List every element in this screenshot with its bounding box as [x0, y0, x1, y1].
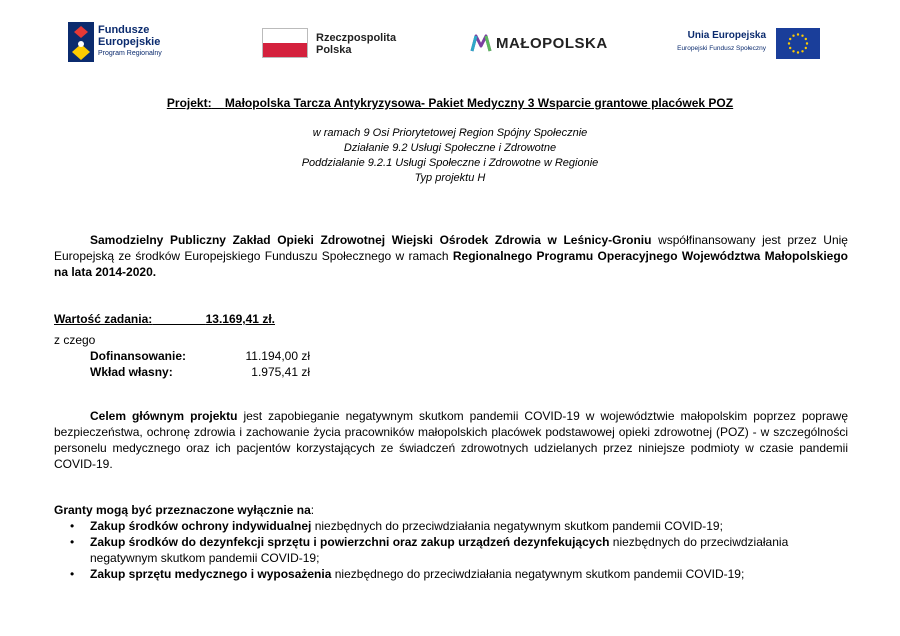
- project-name: Małopolska Tarcza Antykryzysowa- Pakiet Medyczny 3 Wsparcie grantowe placówek POZ: [224, 96, 734, 110]
- malopolska-logo: [470, 20, 620, 68]
- subtitle-line: w ramach 9 Osi Priorytetowej Region Spójny Społecznie: [312, 127, 588, 139]
- intro-mid: współfinansowany jest przez Unię Europejską ze środków Europejskiego Funduszu Społecznego w ramach: [54, 233, 848, 263]
- goal-paragraph: [54, 408, 848, 472]
- rp-line2: Polska: [316, 44, 352, 56]
- polish-flag-icon: [262, 28, 308, 58]
- grants-list: [54, 518, 848, 582]
- intro-paragraph: [54, 232, 848, 280]
- fe-line2: Europejskie: [98, 36, 161, 48]
- malopolska-m-icon: [470, 32, 492, 54]
- funding-label: Dofinansowanie:: [90, 349, 187, 363]
- subtitle-line: Typ projektu H: [414, 172, 486, 184]
- goal-text: jest zapobieganie negatywnym skutkom pandemii COVID-19 w województwie małopolskim poprzez poprawę bezpieczeństwa, ochronę zdrowia i zachowanie życia pracowników małopolskich placówek podstawowej opieki zdrowotnej (POZ) - w szczególności personelu medycznego oraz ich pacjentów korzystających ze świadczeń zdrowotnych udzielanych przez niniejsze podmioty w czasie pandemii COVID-19.: [54, 409, 848, 471]
- own-contribution-label: Wkład własny:: [90, 365, 173, 379]
- fe-star-icon: [68, 22, 94, 62]
- goal-lead: Celem głównym projektu: [90, 409, 238, 423]
- task-value: [54, 312, 275, 326]
- subtitle-line: Poddziałanie 9.2.1 Usługi Społeczne i Zdrowotne w Regionie: [301, 157, 599, 169]
- intro-program: Regionalnego Programu Operacyjnego Województwa Małopolskiego na lata 2014-2020.: [54, 249, 849, 279]
- ue-title: Unia Europejska: [687, 30, 766, 41]
- own-contribution-amount: 1.975,41 zł: [251, 365, 310, 379]
- unia-europejska-logo: [670, 20, 830, 68]
- task-value-amount: 13.169,41 zł.: [205, 312, 275, 326]
- malopolska-text: MAŁOPOLSKA: [496, 35, 608, 52]
- bullet-icon: •: [70, 519, 75, 533]
- rzeczpospolita-logo: [262, 20, 412, 68]
- list-item: • Zakup środków ochrony indywidualnej niezbędnych do przeciwdziałania negatywnym skutkom pandemii COVID-19;: [70, 519, 723, 533]
- intro-org: Samodzielny Publiczny Zakład Opieki Zdrowotnej Wiejski Ośrodek Zdrowia w Leśnicy-Groniu: [90, 233, 652, 247]
- funding-amount: 11.194,00 zł: [245, 349, 310, 363]
- project-title: [0, 96, 900, 110]
- task-value-label: Wartość zadania:: [54, 312, 153, 326]
- list-item: • Zakup środków do dezynfekcji sprzętu i powierzchni oraz zakup urządzeń dezynfekujących niezbędnych do przeciwdziałania negatywnym skutkom pandemii COVID-19;: [70, 535, 789, 565]
- fe-subtitle: Program Regionalny: [98, 50, 162, 57]
- of-which-label: z czego: [54, 333, 96, 347]
- fundusze-europejskie-logo: [68, 20, 188, 68]
- logo-bar: [0, 20, 900, 68]
- fe-line1: Fundusze: [98, 24, 150, 36]
- list-item: • Zakup sprzętu medycznego i wyposażenia niezbędnego do przeciwdziałania negatywnym skutkom pandemii COVID-19;: [70, 567, 745, 581]
- funding-row: [90, 349, 310, 363]
- own-contribution-row: [90, 365, 310, 379]
- bullet-icon: •: [70, 567, 75, 581]
- project-subtitle: [0, 126, 900, 186]
- rp-line1: Rzeczpospolita: [316, 32, 397, 44]
- subtitle-line: Działanie 9.2 Usługi Społeczne i Zdrowotne: [343, 142, 557, 154]
- bullet-icon: •: [70, 535, 75, 549]
- ue-subtitle: Europejski Fundusz Społeczny: [677, 45, 766, 52]
- eu-flag-icon: [776, 28, 820, 59]
- project-label: Projekt:: [166, 96, 212, 110]
- grants-heading: Granty mogą być przeznaczone wyłącznie na:: [54, 503, 315, 517]
